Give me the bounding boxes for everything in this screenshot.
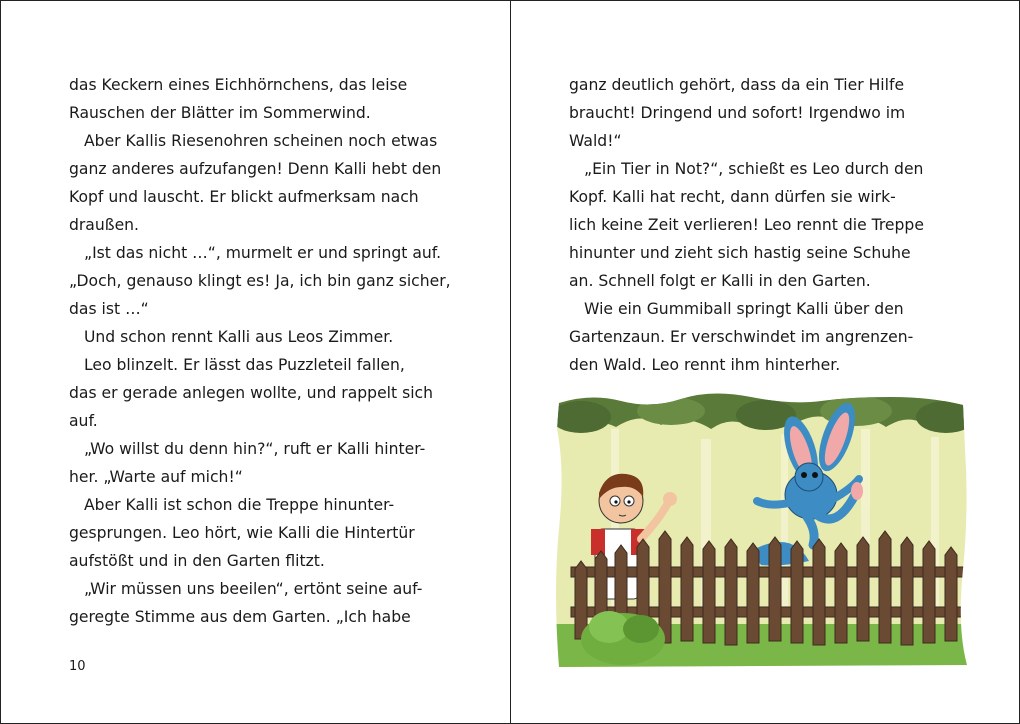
text-line: „Wir müssen uns beeilen“, ertönt seine auf-: [84, 580, 423, 598]
text-line: das er gerade anlegen wollte, und rappelt sich: [69, 384, 433, 402]
text-line: auf.: [69, 412, 98, 430]
green-bush: [581, 611, 665, 665]
text-line: Und schon rennt Kalli aus Leos Zimmer.: [84, 328, 394, 346]
text-line: ganz anderes aufzufangen! Denn Kalli hebt den: [69, 160, 442, 178]
text-line: her. „Warte auf mich!“: [69, 468, 243, 486]
text-line: geregte Stimme aus dem Garten. „Ich habe: [69, 608, 411, 626]
text-line: Wald!“: [569, 132, 622, 150]
text-line: Kopf. Kalli hat recht, dann dürfen sie wirk-: [569, 188, 896, 206]
text-line: den Wald. Leo rennt ihm hinterher.: [569, 356, 841, 374]
text-line: braucht! Dringend und sofort! Irgendwo im: [569, 104, 906, 122]
text-line: ganz deutlich gehört, dass da ein Tier Hilfe: [569, 76, 905, 94]
text-line: das Keckern eines Eichhörnchens, das leise: [69, 76, 408, 94]
text-line: „Ist das nicht …“, murmelt er und springt auf.: [84, 244, 442, 262]
text-line: lich keine Zeit verlieren! Leo rennt die Treppe: [569, 216, 924, 234]
text-line: Leo blinzelt. Er lässt das Puzzleteil fallen,: [84, 356, 405, 374]
text-line: Aber Kallis Riesenohren scheinen noch etwas: [84, 132, 438, 150]
text-line: aufstößt und in den Garten flitzt.: [69, 552, 325, 570]
text-line: Kopf und lauscht. Er blickt aufmerksam nach: [69, 188, 419, 206]
right-page: [511, 1, 1019, 723]
text-line: Wie ein Gummiball springt Kalli über den: [584, 300, 904, 318]
left-page-text: [69, 71, 449, 631]
text-line: Rauschen der Blätter im Sommerwind.: [69, 104, 371, 122]
text-line: Gartenzaun. Er verschwindet im angrenzen-: [569, 328, 914, 346]
text-line: „Ein Tier in Not?“, schießt es Leo durch den: [584, 160, 924, 178]
text-line: draußen.: [69, 216, 140, 234]
text-line: gesprungen. Leo hört, wie Kalli die Hintertür: [69, 524, 415, 542]
text-line: hinunter und zieht sich hastig seine Schuhe: [569, 244, 911, 262]
left-page: [1, 1, 510, 723]
text-line: „Doch, genauso klingt es! Ja, ich bin ganz sicher,: [69, 272, 451, 290]
text-line: Aber Kalli ist schon die Treppe hinunter-: [84, 496, 395, 514]
page-number: 10: [69, 659, 86, 674]
text-line: an. Schnell folgt er Kalli in den Garten.: [569, 272, 871, 290]
right-page-text: [569, 71, 949, 379]
text-line: „Wo willst du denn hin?“, ruft er Kalli hinter-: [84, 440, 426, 458]
text-line: das ist …“: [69, 300, 149, 318]
garden-fence-illustration: [551, 389, 971, 671]
